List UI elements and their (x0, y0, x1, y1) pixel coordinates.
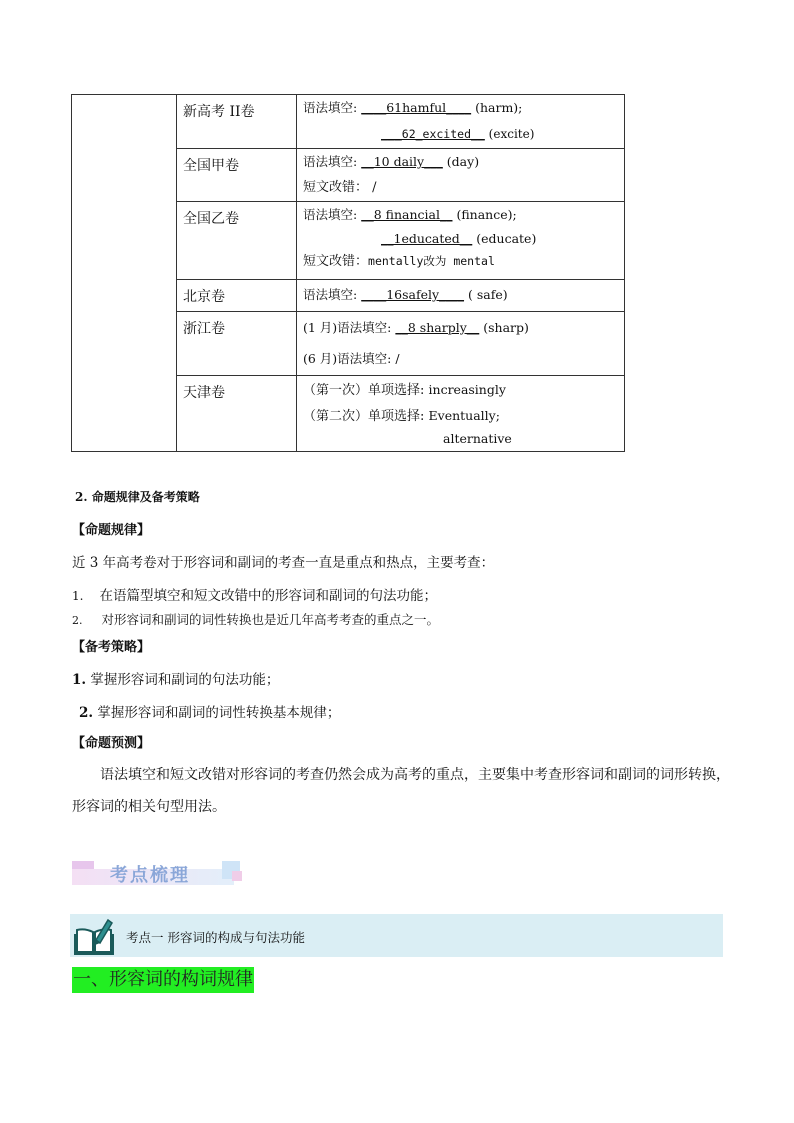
region-cell: 天津卷 (177, 376, 297, 452)
answer-cell (297, 376, 625, 452)
region-cell: 全国甲卷 (177, 149, 297, 202)
hint-text: (educate) (472, 231, 537, 246)
hint-text: (sharp) (479, 320, 529, 335)
region-cell: 浙江卷 (177, 312, 297, 376)
blank-cell (72, 95, 177, 452)
exam-table (71, 94, 625, 452)
line-prefix: 语法填空: (303, 207, 362, 222)
table-row (72, 95, 625, 149)
hint-text: (finance); (452, 207, 517, 222)
kaodian-bar (70, 914, 723, 957)
hint-text: / (368, 180, 377, 195)
answer-text: alternative (443, 431, 512, 446)
book-pencil-icon (74, 918, 114, 956)
predict-text: 语法填空和短文改错对形容词的考查仍然会成为高考的重点，主要集中考查形容词和副词的词形转换， (100, 767, 730, 783)
hint-text: ( safe) (464, 287, 508, 302)
line-prefix: 短文改错： (303, 180, 369, 195)
list-item: 1. 掌握形容词和副词的句法功能； (72, 672, 280, 688)
rule-tag: 【命题规律】 (72, 523, 151, 538)
rule-intro: 近 3 年高考卷对于形容词和副词的考查一直是重点和热点，主要考查： (72, 555, 495, 571)
correction-text: mentally改为 mental (368, 254, 495, 268)
line-prefix: 语法填空: (303, 154, 362, 169)
line-prefix: （第一次）单项选择: (303, 383, 429, 398)
section-heading: 2. 命题规律及备考策略 (75, 490, 200, 504)
section-banner (72, 857, 242, 891)
line-prefix: 语法填空: (303, 287, 362, 302)
hint-text: (excite) (484, 127, 535, 141)
answer-text: __8 sharply__ (395, 320, 480, 335)
line-prefix: （第二次）单项选择: (303, 409, 429, 424)
answer-text: __1educated__ (381, 231, 473, 246)
predict-text: 形容词的相关句型用法。 (72, 799, 226, 815)
answer-cell (297, 312, 625, 376)
strategy-tag: 【备考策略】 (72, 640, 151, 655)
list-item: 1. 在语篇型填空和短文改错中的形容词和副词的句法功能； (72, 588, 437, 604)
hint-text: (harm); (471, 100, 523, 115)
answer-text: increasingly (428, 382, 506, 397)
decor-square (232, 871, 242, 881)
line-prefix: 语法填空: (303, 100, 362, 115)
line-prefix: (1 月)语法填空: (303, 320, 396, 335)
answer-cell (297, 149, 625, 202)
answer-text: ____61hamful____ (361, 100, 472, 115)
list-item: 2. 对形容词和副词的词性转换也是近几年高考考查的重点之一。 (72, 612, 440, 627)
answer-text: ____16safely____ (361, 287, 465, 302)
answer-text: ___62_excited__ (381, 127, 485, 141)
banner-title: 考点梳理 (110, 865, 190, 886)
subsection-heading: 一、形容词的构词规律 (72, 967, 254, 993)
region-cell: 新高考 II卷 (177, 95, 297, 149)
region-cell: 全国乙卷 (177, 202, 297, 280)
answer-text: __10 daily___ (361, 154, 443, 169)
answer-text: Eventually; (428, 408, 500, 423)
region-cell: 北京卷 (177, 280, 297, 312)
kaodian-label: 考点一 形容词的构成与句法功能 (126, 930, 305, 945)
list-item: 2. 掌握形容词和副词的词性转换基本规律； (79, 705, 341, 721)
answer-cell (297, 202, 625, 280)
answer-cell (297, 95, 625, 149)
hint-text: / (395, 351, 400, 366)
hint-text: (day) (442, 154, 480, 169)
line-prefix: (6 月)语法填空: (303, 351, 396, 366)
line-prefix: 短文改错： (303, 254, 369, 269)
answer-text: __8 financial__ (361, 207, 453, 222)
predict-tag: 【命题预测】 (72, 736, 151, 751)
answer-cell (297, 280, 625, 312)
